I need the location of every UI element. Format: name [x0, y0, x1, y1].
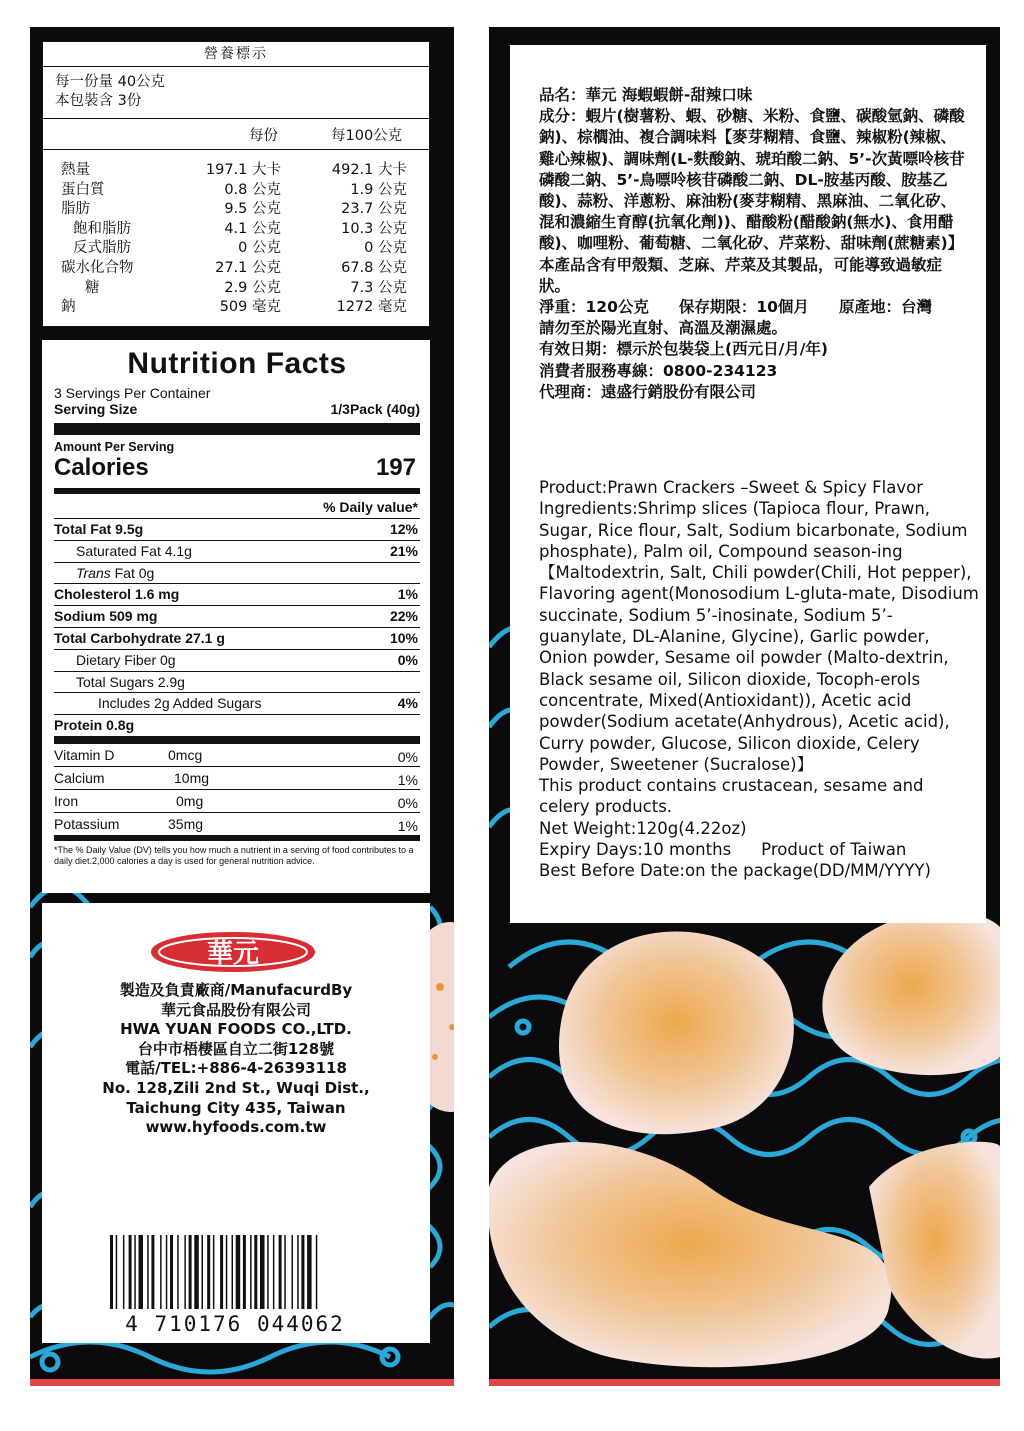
- zh-row-per100: 67.8 公克: [341, 259, 407, 276]
- zh-weight-row: [539, 297, 971, 318]
- barcode-bar: [273, 1235, 275, 1309]
- manufacturer-website: www.hyfoods.com.tw: [145, 1118, 327, 1137]
- zh-row: [43, 239, 429, 259]
- daily-value-header: % Daily value*: [54, 494, 420, 519]
- barcode-bar: [184, 1235, 186, 1309]
- vitamin-dv: 1%: [397, 771, 418, 788]
- nutrient-label: Total Fat 9.5g: [54, 521, 144, 537]
- nutrient-row: [54, 672, 420, 694]
- nutrient-label: Cholesterol 1.6 mg: [54, 586, 180, 603]
- barcode-bar: [250, 1235, 252, 1309]
- nutrient-dv: 22%: [389, 608, 418, 625]
- barcode-bar: [194, 1235, 199, 1309]
- barcode-bar: [236, 1235, 241, 1309]
- zh-row-name: 飽和脂肪: [73, 220, 131, 237]
- vitamin-name: Iron: [54, 792, 79, 809]
- nutrient-row: [54, 693, 420, 715]
- barcode-bar: [243, 1235, 246, 1309]
- barcode-bar: [177, 1235, 179, 1309]
- barcode-bar: [189, 1235, 192, 1309]
- zh-row: [43, 298, 429, 318]
- zh-rows: [43, 150, 429, 318]
- serving-size-value: 1/3Pack (40g): [330, 401, 420, 417]
- barcode-bar: [134, 1235, 136, 1309]
- barcode-bar: [260, 1235, 265, 1309]
- nutrient-label-italic: Trans: [76, 564, 111, 581]
- nutrient-label: Saturated Fat 4.1g: [76, 542, 192, 559]
- nutrient-label: Fat 0g: [110, 564, 155, 581]
- barcode-bar: [202, 1235, 204, 1309]
- en-best-before: Best Before Date:on the package(DD/MM/YYYY): [539, 861, 931, 881]
- barcode-bar: [213, 1235, 215, 1309]
- zh-row-name: 熱量: [61, 162, 90, 178]
- en-nutrition-facts: [42, 340, 430, 893]
- zh-row-per: 2.9 公克: [224, 279, 281, 296]
- barcode-bar: [279, 1235, 282, 1309]
- calories-row: [54, 454, 420, 494]
- serving-size-row: [54, 401, 420, 421]
- zh-ingredients: 成分：蝦片(樹薯粉、蝦、砂糖、米粉、食鹽、碳酸氫鈉、磷酸鈉)、棕櫚油、複合調味料【麥芽糊精、食鹽、辣椒粉(辣椒、雞心辣椒)、調味劑(L-麩酸鈉、琥珀酸二鈉、5’-次黃嘌呤核苷磷酸二鈉、5’-鳥嘌呤核苷磷酸二鈉、DL-胺基丙酸、胺基乙酸)、蒜粉、洋蔥粉、麻油粉(麥芽糊精、黑麻油、二氧化矽、混和濃縮生育醇(抗氧化劑))、醋酸粉(醋酸鈉(無水)、食用醋酸)、咖哩粉、葡萄糖、二氧化矽、芹菜粉、甜味劑(蔗糖素)】: [539, 107, 965, 253]
- barcode-bar: [307, 1235, 312, 1309]
- zh-row-per: 197.1 大卡: [205, 162, 281, 178]
- barcode-digits: 4 710176 044062: [125, 1312, 345, 1335]
- barcode-bar: [301, 1235, 304, 1309]
- barcode-bar: [232, 1235, 234, 1309]
- barcode: [102, 1231, 368, 1335]
- nutrient-dv: 4%: [397, 695, 418, 712]
- calories-value: 197: [375, 454, 416, 481]
- barcode-bar: [160, 1235, 162, 1309]
- zh-row-per100: 0 公克: [364, 240, 407, 257]
- serving-size-label: Serving Size: [54, 401, 138, 417]
- nutrient-label: Total Carbohydrate 27.1 g: [54, 629, 225, 646]
- nutrient-label: Dietary Fiber 0g: [76, 651, 176, 668]
- vitamin-amount: 0mg: [176, 792, 204, 809]
- vitamin-row: [54, 790, 420, 813]
- vitamin-amount: 0mcg: [168, 746, 203, 763]
- zh-row-per100: 492.1 大卡: [331, 162, 407, 178]
- zh-col-per-100g: 每100公克: [331, 128, 403, 144]
- manufacturer-line: No. 128,Zili 2nd St., Wuqi Dist.,: [102, 1078, 370, 1097]
- zh-row: [43, 259, 429, 279]
- nutrient-row: [54, 519, 420, 541]
- nutrient-label: Total Sugars 2.9g: [76, 673, 185, 690]
- vitamin-dv: 0%: [397, 794, 418, 811]
- manufacturer-line: HWA YUAN FOODS CO.,LTD.: [120, 1020, 352, 1039]
- nutrient-row: [54, 563, 420, 585]
- nutrient-row: [54, 650, 420, 672]
- barcode-bar: [226, 1235, 228, 1309]
- zh-row-per100: 7.3 公克: [350, 279, 407, 296]
- zh-row-name: 糖: [85, 279, 100, 296]
- daily-value-footnote: *The % Daily Value (DV) tells you how much a nutrient in a serving of food contributes to a daily diet.2,000 calories a day is used for general nutrition advice.: [54, 844, 414, 866]
- manufacturer-details: [42, 981, 430, 1138]
- zh-col-per-serving: 每份: [249, 128, 278, 144]
- divider: [54, 423, 420, 435]
- en-product-name: Product:Prawn Crackers –Sweet & Spicy Flavor: [539, 478, 923, 497]
- en-product-info: [539, 477, 979, 882]
- nutrient-label: Includes 2g Added Sugars: [98, 695, 262, 712]
- vitamin-dv: 1%: [397, 817, 418, 834]
- zh-row-name: 鈉: [61, 299, 76, 316]
- barcode-bar: [123, 1235, 125, 1309]
- red-accent-bar-left: [30, 1379, 454, 1386]
- en-origin: Product of Taiwan: [761, 840, 907, 860]
- vitamin-amount: 35mg: [168, 815, 204, 832]
- en-expiry-days: Expiry Days:10 months: [539, 840, 732, 860]
- barcode-bar: [170, 1235, 173, 1309]
- product-info-box: [510, 45, 986, 923]
- zh-row: [43, 161, 429, 181]
- divider: [54, 835, 420, 841]
- nutrient-label: Protein 0.8g: [54, 717, 135, 734]
- zh-row-name: 反式脂肪: [73, 240, 131, 257]
- zh-row-per: 0 公克: [238, 240, 281, 257]
- nutrient-dv: 0%: [397, 651, 418, 668]
- manufacturer-line: 台中市梧棲區自立二街128號: [137, 1039, 335, 1058]
- amount-per-serving: Amount Per Serving: [54, 440, 175, 454]
- zh-column-header: [43, 119, 429, 150]
- zh-row: [43, 220, 429, 240]
- zh-product-info: [539, 85, 971, 403]
- zh-agent: 代理商：遠盛行銷股份有限公司: [539, 382, 757, 401]
- zh-shelf-life: 保存期限：10個月: [678, 298, 809, 317]
- manufacturer-box: [42, 903, 430, 1343]
- zh-row: [43, 200, 429, 220]
- barcode-bar: [254, 1235, 257, 1309]
- en-net-weight: Net Weight:120g(4.22oz): [539, 818, 747, 838]
- barcode-bar: [139, 1235, 144, 1309]
- red-accent-bar-right: [489, 1379, 1000, 1386]
- zh-product-name: 品名：華元 海蝦蝦餅-甜辣口味: [539, 86, 753, 104]
- vitamin-name: Potassium: [54, 815, 120, 832]
- barcode-bar: [110, 1235, 113, 1309]
- brand-logo-text: 華元: [206, 939, 260, 969]
- zh-net-weight: 淨重：120公克: [539, 298, 649, 317]
- prawn-chips-image: [489, 887, 1000, 1379]
- zh-row: [43, 279, 429, 299]
- zh-row: [43, 181, 429, 201]
- zh-expiry: 有效日期：標示於包裝袋上(西元日/月/年): [539, 340, 828, 359]
- zh-row-name: 碳水化合物: [61, 259, 134, 276]
- barcode-bar: [151, 1235, 154, 1309]
- barcode-bar: [267, 1235, 269, 1309]
- brand-logo: [150, 931, 316, 973]
- barcode-bar: [292, 1235, 294, 1309]
- zh-nutrition-title: 營養標示: [43, 42, 429, 67]
- barcode-bar: [116, 1235, 118, 1309]
- zh-row-per: 27.1 公克: [215, 259, 281, 276]
- zh-origin: 原產地：台灣: [838, 298, 932, 317]
- vitamin-name: Vitamin D: [54, 746, 115, 763]
- zh-serving-info: [43, 67, 429, 119]
- zh-row-per100: 1.9 公克: [350, 181, 407, 198]
- manufacturer-line: 華元食品股份有限公司: [160, 1000, 311, 1019]
- zh-storage: 請勿至於陽光直射、高溫及潮濕處。: [539, 319, 788, 338]
- zh-row-per100: 23.7 公克: [341, 201, 407, 218]
- zh-servings: 本包裝含 3份: [55, 93, 142, 109]
- nutrient-dv: 21%: [389, 542, 418, 559]
- zh-row-per100: 1272 毫克: [336, 299, 407, 316]
- zh-row-per: 9.5 公克: [224, 201, 281, 218]
- nutrient-dv: 1%: [397, 586, 418, 603]
- servings-per-container: 3 Servings Per Container: [54, 385, 211, 401]
- manufacturer-line: 電話/TEL:+886-4-26393118: [125, 1059, 347, 1078]
- zh-row-name: 蛋白質: [61, 181, 105, 198]
- vitamin-row: [54, 744, 420, 767]
- zh-nutrition-table: [42, 41, 430, 327]
- zh-row-per: 0.8 公克: [224, 181, 281, 198]
- nutrient-dv: 10%: [389, 629, 418, 646]
- zh-row-per: 4.1 公克: [224, 220, 281, 237]
- nutrient-row: [54, 541, 420, 563]
- barcode-bar: [207, 1235, 210, 1309]
- zh-serving-size: 每一份量 40公克: [55, 74, 166, 90]
- divider: [54, 736, 420, 744]
- nutrient-label: Sodium 509 mg: [54, 608, 158, 625]
- barcode-bar: [316, 1235, 318, 1309]
- en-ingredients: Ingredients:Shrimp slices (Tapioca flour, Prawn, Sugar, Rice flour, Salt, Sodium bicarbonate, Sodium phosphate), Palm oil, Compound season-ing【Maltodextrin, Salt, Chili powder(Chili, Hot pepper), Flavoring agent(Monosodium L-gluta-mate, Disodium succinate, Sodium 5’-inosinate, Sodium 5’-guanylate, DL-Alanine, Glycine), Garlic powder, Onion powder, Sesame oil powder (Malto-dextrin, Black sesame oil, Silicon dioxide, Tocoph-erols concentrate, Mixed(Antioxidant)), Acetic acid powder(Sodium acetate(Anhydrous), Acetic acid), Curry powder, Glucose, Silicon dioxide, Celery Powder, Sweetener (Sucralose)】: [539, 499, 979, 774]
- nutrient-row: [54, 715, 420, 736]
- en-allergen: This product contains crustacean, sesame and celery products.: [539, 776, 924, 817]
- nutrient-row: [54, 628, 420, 650]
- barcode-bar: [166, 1235, 168, 1309]
- calories-label: Calories: [54, 454, 149, 481]
- nutrition-facts-title: Nutrition Facts: [127, 347, 347, 380]
- barcode-bar: [147, 1235, 149, 1309]
- barcode-bar: [297, 1235, 299, 1309]
- vitamin-dv: 0%: [397, 748, 418, 765]
- barcode-bar: [284, 1235, 286, 1309]
- vitamin-row: [54, 813, 420, 835]
- manufacturer-line: Taichung City 435, Taiwan: [126, 1098, 346, 1117]
- zh-allergen: 本產品含有甲殼類、芝麻、芹菜及其製品，可能導致過敏症狀。: [539, 255, 943, 295]
- vitamin-amount: 10mg: [174, 769, 210, 786]
- vitamin-name: Calcium: [54, 769, 105, 786]
- zh-hotline: 消費者服務專線：0800-234123: [539, 361, 778, 380]
- manufacturer-line: 製造及負責廠商/ManufacurdBy: [119, 981, 353, 999]
- en-expiry-row: [539, 839, 979, 860]
- barcode-bar: [129, 1235, 132, 1309]
- barcode-bar: [220, 1235, 223, 1309]
- zh-row-per100: 10.3 公克: [341, 220, 407, 237]
- zh-row-name: 脂肪: [61, 201, 90, 218]
- nutrient-row: [54, 584, 420, 606]
- zh-row-per: 509 毫克: [219, 299, 281, 316]
- nutrient-row: [54, 606, 420, 628]
- nutrient-dv: 12%: [389, 521, 418, 537]
- vitamin-row: [54, 767, 420, 790]
